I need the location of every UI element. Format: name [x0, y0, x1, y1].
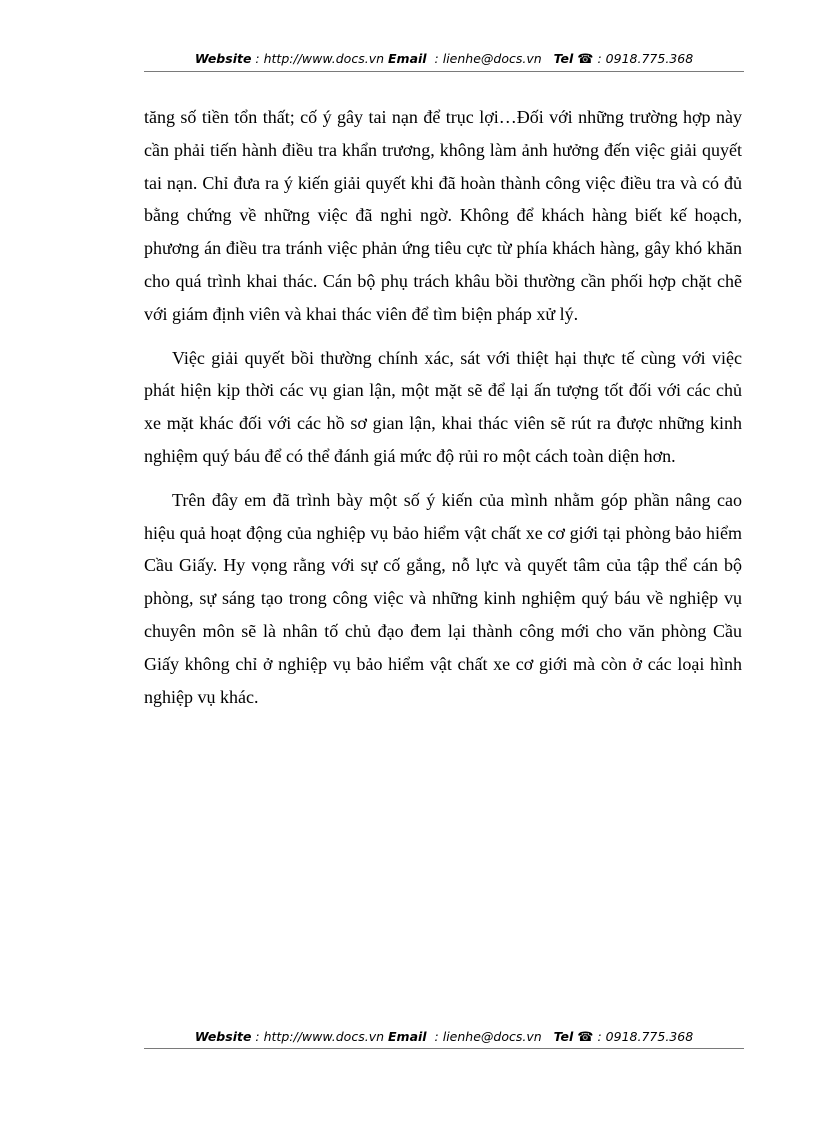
- paragraph-2: Việc giải quyết bồi thường chính xác, sát với thiệt hại thực tế cùng với việc phát hiện kịp thời các vụ gian lận, một mặt sẽ để lại ấn tượng tốt đối với các chủ xe mặt khác đối với các hồ sơ gian lận, khai thác viên sẽ rút ra được những kinh nghiệm quý báu để có thể đánh giá mức độ rủi ro một cách toàn diện hơn.: [144, 347, 742, 466]
- page-header: [144, 51, 744, 67]
- footer-sep-3: :: [597, 1029, 606, 1044]
- footer-sep-1: :: [255, 1029, 264, 1044]
- page-footer: [144, 1029, 744, 1045]
- email-label: Email: [388, 1029, 427, 1044]
- tel-label: Tel: [553, 1029, 574, 1044]
- website-url[interactable]: http://www.docs.vn: [263, 1029, 385, 1044]
- body-text: [144, 101, 742, 724]
- website-url[interactable]: http://www.docs.vn: [263, 51, 385, 66]
- header-divider: [144, 71, 744, 72]
- paragraph-3: Trên đây em đã trình bày một số ý kiến của mình nhằm góp phần nâng cao hiệu quả hoạt động của nghiệp vụ bảo hiểm vật chất xe cơ giới tại phòng bảo hiểm Cầu Giấy. Hy vọng rằng với sự cố gắng, nỗ lực và quyết tâm của tập thể cán bộ phòng, sự sáng tạo trong công việc và những kinh nghiệm quý báu về nghiệp vụ chuyên môn sẽ là nhân tố chủ đạo đem lại thành công mới cho văn phòng Cầu Giấy không chỉ ở nghiệp vụ bảo hiểm vật chất xe cơ giới mà còn ở các loại hình nghiệp vụ khác.: [144, 489, 742, 707]
- email-value[interactable]: lienhe@docs.vn: [442, 51, 542, 66]
- header-sep-2: :: [430, 51, 443, 66]
- email-label: Email: [388, 51, 427, 66]
- phone-number: 0918.775.368: [605, 51, 694, 66]
- phone-icon: ☎: [577, 52, 594, 67]
- header-gap-2: [546, 51, 550, 66]
- paragraph-1: tăng số tiền tổn thất; cố ý gây tai nạn để trục lợi…Đối với những trường hợp này cần phải tiến hành điều tra khẩn trương, không làm ảnh hưởng đến việc giải quyết tai nạn. Chỉ đưa ra ý kiến giải quyết khi đã hoàn thành công việc điều tra và có đủ bằng chứng về những việc đã nghi ngờ. Không để khách hàng biết kế hoạch, phương án điều tra tránh việc phản ứng tiêu cực từ phía khách hàng, gây khó khăn cho quá trình khai thác. Cán bộ phụ trách khâu bồi thường cần phối hợp chặt chẽ với giám định viên và khai thác viên để tìm biện pháp xử lý.: [144, 107, 742, 324]
- phone-number: 0918.775.368: [605, 1029, 694, 1044]
- website-label: Website: [194, 1029, 252, 1044]
- header-sep-3: :: [597, 51, 606, 66]
- footer-gap-2: [546, 1029, 550, 1044]
- phone-icon: ☎: [577, 1030, 594, 1045]
- email-value[interactable]: lienhe@docs.vn: [442, 1029, 542, 1044]
- header-sep-1: :: [255, 51, 264, 66]
- website-label: Website: [194, 51, 252, 66]
- tel-label: Tel: [553, 51, 574, 66]
- footer-sep-2: :: [430, 1029, 443, 1044]
- footer-divider: [144, 1048, 744, 1049]
